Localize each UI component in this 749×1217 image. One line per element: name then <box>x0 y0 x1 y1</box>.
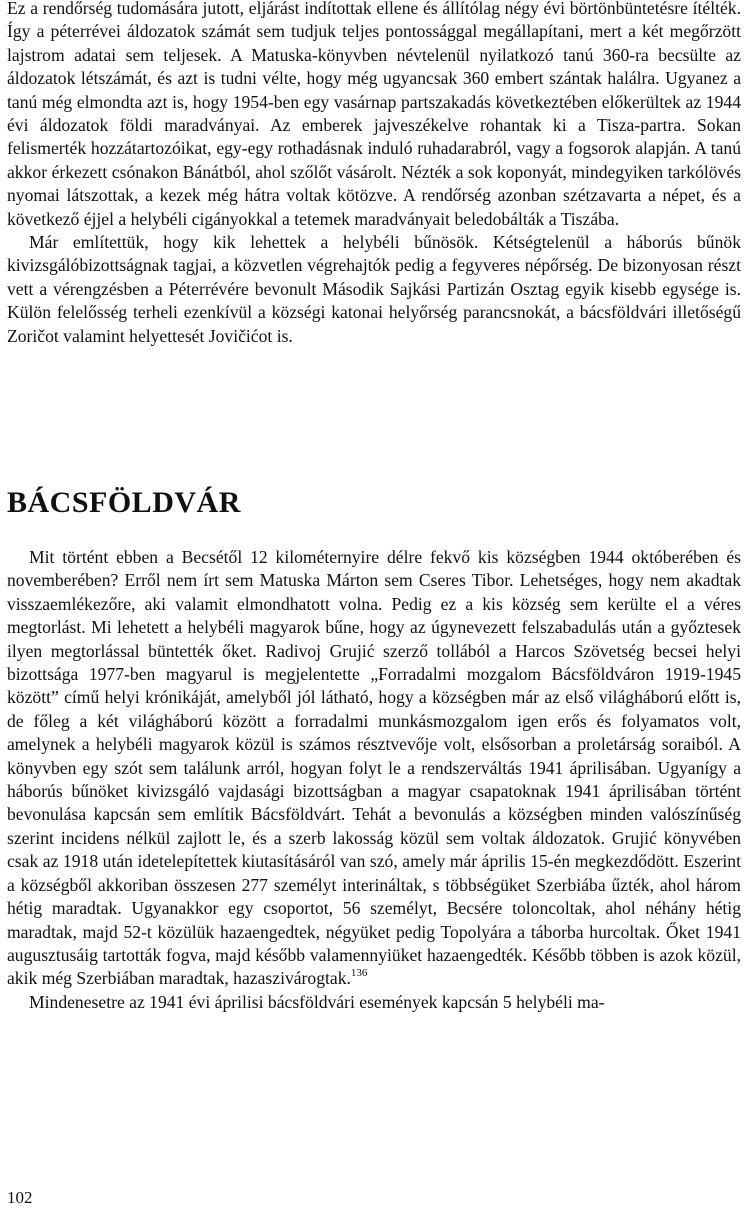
section-heading: BÁCSFÖLDVÁR <box>7 486 241 519</box>
paragraph <box>7 546 741 991</box>
paragraph-text: Mit történt ebben a Becsétől 12 kilométernyire délre fekvő kis községben 1944 októberében és novemberében? Erről nem írt sem Matuska Márton sem Cseres Tibor. Lehetséges, hogy nem akadtak visszaemlékezőre, aki valamit elmondhatott volna. Pedig ez a kis község sem kerülte el a véres megtorlást. Mi lehetett a helybéli magyarok bűne, hogy az úgynevezett felszabadulás után a győztesek ilyen megtorlással büntették őket. Radivoj Grujić szerző tollából a Harcos Szövetség becsei helyi bizottsága 1977-ben magyarul is megjelentette „Forradalmi mozgalom Bácsföldváron 1919-1945 között” című helyi krónikáját, amelyből jól látható, hogy a községben már az első világháború előtt is, de főleg a két világháború között a forradalmi munkásmozgalom igen erős és folyamatos volt, amelynek a helybéli magyarok közül is számos résztvevője volt, elsősorban a proletárság soraiból. A könyvben egy szót sem találunk arról, hogyan folyt le a rendszerváltás 1941 áprilisában. Ugyanígy a háborús bűnöket kivizsgáló vajdasági bizottságban a magyar csapatoknak 1941 áprilisában történt bevonulása kapcsán sem említik Bácsföldvárt. Tehát a bevonulás a községben minden valószínűség szerint incidens nélkül zajlott le, és a szerb lakosság közül sem voltak áldozatok. Grujić könyvében csak az 1918 után idetelepítettek kiutasításáról van szó, amely már április 15-én megkezdődött. Eszerint a községből akkoriban összesen 277 személyt interináltak, s többségüket Szerbiába űzték, ahol három hétig maradtak. Ugyanakkor egy csoportot, 56 személyt, Becsére toloncoltak, ahol néhány hétig maradtak, majd 52-t közülük hazaengedtek, négyüket pedig Topolyára a táborba hurcoltak. Őket 1941 augusztusáig tartották fogva, majd később valamennyiüket hazaengedték. Később többen is azok közül, akik még Szerbiában maradtak, hazaszivárogtak. <box>7 547 741 989</box>
section-body <box>7 546 741 1014</box>
footnote-reference: 136 <box>350 967 368 980</box>
page-number: 102 <box>7 1188 33 1207</box>
paragraph: Mindenesetre az 1941 évi áprilisi bácsföldvári események kapcsán 5 helybéli ma- <box>29 991 605 1012</box>
paragraph: Ez a rendőrség tudomására jutott, eljárást indítottak ellene és állítólag négy évi börtönbüntetésre ítélték. Így a péterrévei áldozatok számát sem tudjuk teljes pontossággal megállapítani, mert a két megőrzött lajstrom adatai sem teljesek. A Matuska-könyvben névtelenül nyilatkozó tanú 360-ra becsülte az áldozatok létszámát, és azt is tudni vélte, hogy még ugyancsak 360 embert szántak halálra. Ugyanez a tanú még elmondta azt is, hogy 1954-ben egy vasárnap partszakadás következtében előkerültek az 1944 évi áldozatok földi maradványai. Az emberek jajveszékelve rohantak ki a Tisza-partra. Sokan felismerték hozzátartozóikat, egy-egy rothadásnak induló ruhadarabról, vagy a fogsorok alapján. A tanú akkor érkezett csónakon Bánátból, ahol szőlőt vásárolt. Nézték a sok koponyát, mindegyiken tarkólövés nyomai látszottak, a kezek még hátra voltak kötözve. A rendőrség azonban szétzavarta a népet, és a következő éjjel a helybéli cigányokkal a tetemek maradványait beledobálták a Tiszába. <box>7 0 741 229</box>
text-block-before-heading <box>7 0 741 348</box>
paragraph: Már említettük, hogy kik lehettek a helybéli bűnösök. Kétségtelenül a háborús bűnök kivizsgálóbizottságnak tagjai, a közvetlen végrehajtók pedig a fegyveres népőrség. De bizonyosan részt vett a vérengzésben a Péterrévére bevonult Második Sajkási Partizán Osztag egyik kisebb egysége is. Külön felelősség terheli ezenkívül a községi katonai helyőrség parancsnokát, a bácsföldvári illetőségű Zoričot valamint helyettesét Jovičićot is. <box>7 232 741 346</box>
